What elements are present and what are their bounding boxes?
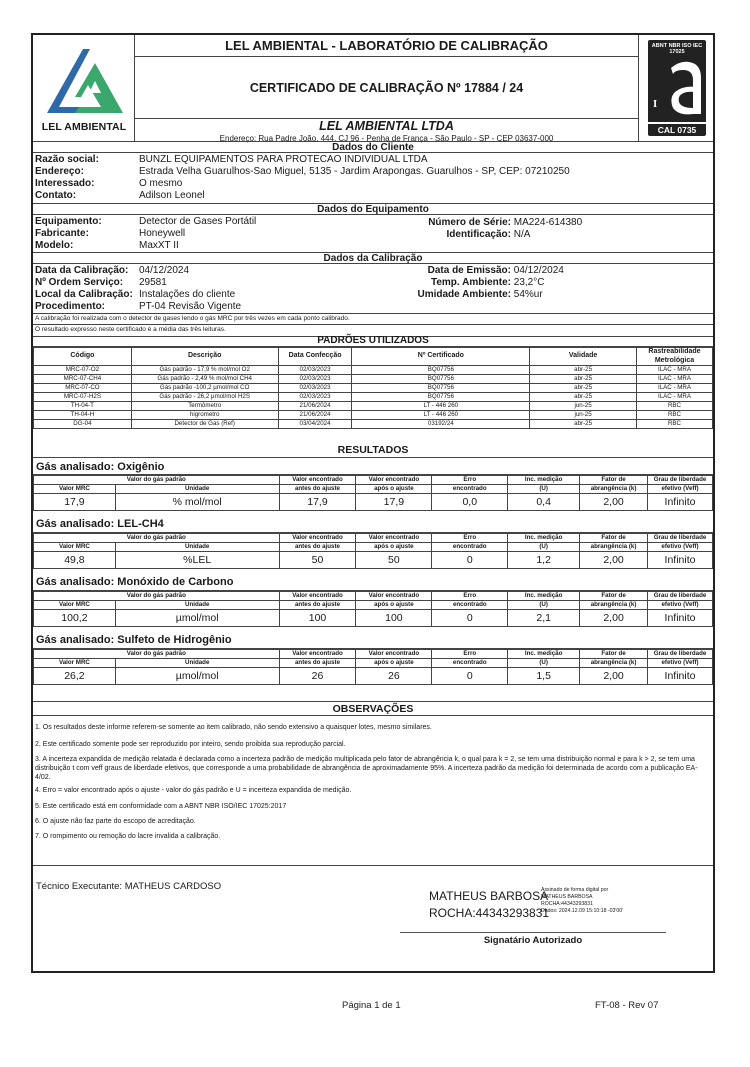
cell: ILAC - MRA [637, 393, 713, 402]
cell: RBC [637, 402, 713, 411]
uncertainty-value: 2,1 [508, 610, 580, 627]
standards-header-row [34, 348, 713, 366]
observation-item: 4. Erro = valor encontrado após o ajuste - valor do gás padrão e U = incerteza expandida de medição. [35, 787, 352, 794]
issue-date-value: 04/12/2024 [513, 265, 564, 276]
signature-detail: Dados: 2024.12.09 15:10:18 -03'00' [541, 908, 624, 914]
signature-detail: MATHEUS BARBOSA [541, 894, 593, 900]
accreditation-badge [648, 40, 706, 136]
header-cell: Grau de liberdade [648, 534, 713, 543]
cell: DG-04 [34, 420, 132, 429]
header-cell: após o ajuste [356, 601, 432, 610]
cell: BQ07756 [352, 384, 530, 393]
header-cell: Unidade [115, 659, 279, 668]
cell: higrometro [131, 411, 278, 420]
cell: TH-04-T [34, 402, 132, 411]
cell: TH-04-H [34, 411, 132, 420]
calibration-note: A calibração foi realizada com o detector de gases lendo o gás MRC por três vezes em cada ponto calibrado. [33, 313, 713, 325]
table-row [34, 668, 713, 685]
form-code: FT-08 - Rev 07 [595, 1000, 659, 1011]
calibration-label: Local da Calibração: [35, 289, 133, 300]
calibration-location-value: Instalações do cliente [139, 289, 236, 300]
header-cell: Grau de liberdade [648, 592, 713, 601]
mrc-value: 17,9 [34, 494, 116, 511]
uncertainty-value: 1,2 [508, 552, 580, 569]
gas-result-oxygen [33, 457, 713, 511]
cell: Detector de Gas (Ref) [131, 420, 278, 429]
results-table [33, 475, 713, 511]
calibration-label: Nº Ordem Serviço: [35, 277, 124, 288]
results-table [33, 649, 713, 685]
gas-result-lel-ch4 [33, 515, 713, 569]
signer-name: MATHEUS BARBOSA [429, 889, 549, 903]
uncertainty-value: 1,5 [508, 668, 580, 685]
table-row [34, 552, 713, 569]
header-cell: Valor MRC [34, 659, 116, 668]
serial-number-row [373, 217, 582, 228]
signature-detail: ROCHA:44343293831 [541, 901, 593, 907]
logo-text: LEL AMBIENTAL [41, 121, 127, 133]
results-section-title: RESULTADOS [337, 444, 409, 456]
cell: 02/03/2023 [278, 384, 352, 393]
observation-item: 5. Este certificado está em conformidade com a ABNT NBR ISO/IEC 17025:2017 [35, 803, 287, 810]
unit-value: µmol/mol [115, 668, 279, 685]
cell: Gás padrão - 17,9 % mol/mol O2 [131, 366, 278, 375]
k-value: 2,00 [580, 610, 648, 627]
header-cell: Valor encontrado [279, 476, 356, 485]
client-label: Contato: [35, 190, 77, 201]
client-label: Razão social: [35, 154, 99, 165]
logo-cell [33, 35, 135, 141]
client-company-value: BUNZL EQUIPAMENTOS PARA PROTECAO INDIVIDUAL LTDA [139, 154, 428, 165]
signatory-label: Signatário Autorizado [483, 935, 583, 946]
header-cell: Erro [432, 592, 508, 601]
gas-title: Gás analisado: Sulfeto de Hidrogênio [33, 631, 713, 649]
badge-standard: ABNT NBR ISO IEC 17025 [651, 43, 703, 55]
header-cell: encontrado [432, 543, 508, 552]
model-value: MaxXT II [139, 240, 179, 251]
cell: 02/03/2023 [278, 366, 352, 375]
gas-title: Gás analisado: LEL-CH4 [33, 515, 713, 533]
column-header: Descrição [131, 348, 278, 366]
identification-label: Identificação: [446, 229, 511, 240]
temperature-value: 23,2°C [513, 277, 545, 288]
signature-line [400, 932, 666, 933]
uncertainty-value: 0,4 [508, 494, 580, 511]
before-value: 100 [279, 610, 356, 627]
cell: RBC [637, 411, 713, 420]
header-cell: Inc. medição [508, 650, 580, 659]
serial-number-label: Número de Série: [428, 217, 511, 228]
issue-date-label: Data de Emissão: [427, 265, 511, 276]
header-cell: efetivo (Veff) [648, 485, 713, 494]
cell: LT - 446 260 [352, 402, 530, 411]
cell: BQ07756 [352, 366, 530, 375]
gas-result-carbon-monoxide [33, 573, 713, 627]
header-cell: Inc. medição [508, 592, 580, 601]
page-number: Página 1 de 1 [342, 1000, 401, 1011]
header-cell: Valor encontrado [356, 650, 432, 659]
header-cell: Erro [432, 534, 508, 543]
k-value: 2,00 [580, 552, 648, 569]
after-value: 50 [356, 552, 432, 569]
header-cell: efetivo (Veff) [648, 659, 713, 668]
calibration-note: O resultado expresso neste certificado é a média das três leituras. [33, 325, 713, 337]
column-header: Nº Certificado [352, 348, 530, 366]
lel-ambiental-logo-icon [43, 47, 125, 119]
header-cell: Valor do gás padrão [34, 534, 280, 543]
badge-code: CAL 0735 [648, 122, 706, 136]
header-cell: efetivo (Veff) [648, 543, 713, 552]
equipment-label: Modelo: [35, 240, 74, 251]
service-order-value: 29581 [139, 277, 167, 288]
company-address: Endereço: Rua Padre João, 444, CJ 96 - Penha de França - São Paulo - SP - CEP 03637-000 [219, 134, 554, 143]
cell: Gás padrão - 2,49 % mol/mol CH4 [131, 375, 278, 384]
before-value: 17,9 [279, 494, 356, 511]
cell: BQ07756 [352, 375, 530, 384]
cell: 02/03/2023 [278, 375, 352, 384]
header-cell: Valor MRC [34, 485, 116, 494]
header-cell: Erro [432, 650, 508, 659]
k-value: 2,00 [580, 668, 648, 685]
equipment-type-value: Detector de Gases Portátil [139, 216, 257, 227]
after-value: 100 [356, 610, 432, 627]
client-contact-value: Adilson Leonel [139, 190, 205, 201]
header-cell: abrangência (k) [580, 543, 648, 552]
observation-item: 6. O ajuste não faz parte do escopo de acreditação. [35, 818, 196, 825]
cell: Gás padrão -100,2 µmol/mol CO [131, 384, 278, 393]
column-header: Data Confecção [278, 348, 352, 366]
table-row [34, 384, 713, 393]
cell: abr-25 [530, 420, 637, 429]
table-row [34, 402, 713, 411]
before-value: 26 [279, 668, 356, 685]
table-row [34, 366, 713, 375]
mrc-value: 49,8 [34, 552, 116, 569]
cell: RBC [637, 420, 713, 429]
header-cell: Valor encontrado [279, 534, 356, 543]
lab-title: LEL AMBIENTAL - LABORATÓRIO DE CALIBRAÇÃO [135, 35, 638, 57]
certificate-page [31, 33, 715, 973]
header-cell: (U) [508, 601, 580, 610]
cell: MRC-07-CO [34, 384, 132, 393]
header-cell: após o ajuste [356, 485, 432, 494]
column-header: Validade [530, 348, 637, 366]
gas-title: Gás analisado: Oxigênio [33, 457, 713, 475]
header-cell: Valor encontrado [279, 592, 356, 601]
observation-item: 7. O rompimento ou remoção do lacre invalida a calibração. [35, 833, 221, 840]
unit-value: µmol/mol [115, 610, 279, 627]
header-cell: abrangência (k) [580, 485, 648, 494]
observation-item: 1. Os resultados deste informe referem-se somente ao item calibrado, não sendo extensivo a quaisquer lotes, mesmo similares. [35, 724, 432, 731]
manufacturer-value: Honeywell [139, 228, 186, 239]
header-cell: Inc. medição [508, 534, 580, 543]
table-row [34, 610, 713, 627]
header-cell: Valor do gás padrão [34, 476, 280, 485]
issue-date-row [373, 265, 564, 276]
error-value: 0,0 [432, 494, 508, 511]
cell: 03/04/2024 [278, 420, 352, 429]
cell: abr-25 [530, 384, 637, 393]
certificate-title: CERTIFICADO DE CALIBRAÇÃO Nº 17884 / 24 [135, 57, 638, 119]
after-value: 26 [356, 668, 432, 685]
error-value: 0 [432, 552, 508, 569]
after-value: 17,9 [356, 494, 432, 511]
humidity-label: Umidade Ambiente: [417, 289, 511, 300]
accreditation-badge-cell [638, 35, 713, 141]
identification-value: N/A [513, 229, 531, 240]
header-cell: antes do ajuste [279, 601, 356, 610]
serial-number-value: MA224-614380 [513, 217, 583, 228]
header-cell: Valor MRC [34, 543, 116, 552]
header-cell: Valor do gás padrão [34, 592, 280, 601]
header-cell: Unidade [115, 601, 279, 610]
calibration-section-title: Dados da Calibração [33, 252, 713, 264]
cell: jun-25 [530, 411, 637, 420]
header-cell: (U) [508, 659, 580, 668]
cell: MRC-07-O2 [34, 366, 132, 375]
unit-value: %LEL [115, 552, 279, 569]
header-cell: antes do ajuste [279, 543, 356, 552]
procedure-value: PT-04 Revisão Vigente [139, 301, 242, 312]
header-cell: Valor encontrado [356, 534, 432, 543]
header-cell: Valor MRC [34, 601, 116, 610]
calibration-label: Data da Calibração: [35, 265, 129, 276]
table-row [34, 375, 713, 384]
standards-section-title: PADRÕES UTILIZADOS [33, 335, 713, 347]
signer-id: ROCHA:44343293831 [429, 906, 550, 920]
cell: MRC-07-CH4 [34, 375, 132, 384]
observation-item: 3. A incerteza expandida de medição relatada é declarada como a incerteza padrão de medição multiplicada pelo fator de abrangência k, o qual para k = 2, se tem uma distribuição normal e para k > 2, se tem uma distribuição t com veff graus de liberdade efetivos, que corresponde a uma probabilidade de abrangência de aproximadamente 95%. A incerteza padrão da medição foi determinada de acordo com a publicação EA-4/02. [35, 756, 698, 781]
header-cell: encontrado [432, 601, 508, 610]
header-cell: Valor encontrado [356, 592, 432, 601]
equipment-label: Equipamento: [35, 216, 102, 227]
cell: LT - 446 260 [352, 411, 530, 420]
veff-value: Infinito [648, 552, 713, 569]
column-header: Código [34, 348, 132, 366]
header-cell: antes do ajuste [279, 659, 356, 668]
column-header: Rastreabilidade Metrológica [637, 348, 713, 366]
digital-signature [429, 888, 549, 922]
equipment-section-title: Dados do Equipamento [33, 203, 713, 215]
table-row [34, 420, 713, 429]
cell: MRC-07-H2S [34, 393, 132, 402]
cell: Gás padrão - 26,2 µmol/mol H2S [131, 393, 278, 402]
temperature-label: Temp. Ambiente: [430, 277, 511, 288]
cell: Termômetro [131, 402, 278, 411]
cell: 02/03/2023 [278, 393, 352, 402]
equipment-label: Fabricante: [35, 228, 89, 239]
header-cell: abrangência (k) [580, 601, 648, 610]
cell: abr-25 [530, 375, 637, 384]
error-value: 0 [432, 668, 508, 685]
header-cell: Fator de [580, 592, 648, 601]
client-label: Interessado: [35, 178, 95, 189]
company-name: LEL AMBIENTAL LTDA [319, 119, 454, 133]
calibration-date-value: 04/12/2024 [139, 265, 190, 276]
header-cell: após o ajuste [356, 543, 432, 552]
header-cell: Valor encontrado [279, 650, 356, 659]
header-cell: encontrado [432, 485, 508, 494]
cell: ILAC - MRA [637, 366, 713, 375]
error-value: 0 [432, 610, 508, 627]
results-table [33, 591, 713, 627]
technician: Técnico Executante: MATHEUS CARDOSO [36, 881, 222, 892]
table-row [34, 393, 713, 402]
temperature-row [373, 277, 544, 288]
header-cell: Grau de liberdade [648, 476, 713, 485]
observation-item: 2. Este certificado somente pode ser reproduzido por inteiro, sendo proibida sua reprodução parcial. [35, 741, 346, 748]
standards-table [33, 347, 713, 429]
header-cell: (U) [508, 485, 580, 494]
digital-signature-details [541, 887, 623, 915]
observations-section-title: OBSERVAÇÕES [33, 701, 713, 716]
title-cell [135, 35, 638, 141]
header-cell: após o ajuste [356, 659, 432, 668]
k-value: 2,00 [580, 494, 648, 511]
cell: BQ07756 [352, 393, 530, 402]
header-cell: antes do ajuste [279, 485, 356, 494]
certificate-header [33, 35, 713, 141]
unit-value: % mol/mol [115, 494, 279, 511]
client-section-title: Dados do Cliente [33, 141, 713, 153]
accreditation-a-icon [665, 58, 703, 116]
table-row [34, 494, 713, 511]
header-cell: Fator de [580, 650, 648, 659]
gas-title: Gás analisado: Monóxido de Carbono [33, 573, 713, 591]
divider [33, 865, 713, 866]
veff-value: Infinito [648, 668, 713, 685]
header-cell: Erro [432, 476, 508, 485]
header-cell: Fator de [580, 534, 648, 543]
veff-value: Infinito [648, 610, 713, 627]
cell: 21/06/2024 [278, 402, 352, 411]
signature-detail: Assinado de forma digital por [541, 887, 609, 893]
results-table [33, 533, 713, 569]
mrc-value: 100,2 [34, 610, 116, 627]
header-cell: Unidade [115, 543, 279, 552]
header-cell: Unidade [115, 485, 279, 494]
header-cell: Valor encontrado [356, 476, 432, 485]
cell: ILAC - MRA [637, 384, 713, 393]
header-cell: abrangência (k) [580, 659, 648, 668]
cell: abr-25 [530, 366, 637, 375]
mrc-value: 26,2 [34, 668, 116, 685]
header-cell: efetivo (Veff) [648, 601, 713, 610]
client-address-value: Estrada Velha Guarulhos-Sao Miguel, 5135 - Jardim Arapongas. Guarulhos - SP, CEP: 07210250 [139, 166, 570, 177]
cell: 03192/24 [352, 420, 530, 429]
table-row [34, 411, 713, 420]
client-label: Endereço: [35, 166, 84, 177]
veff-value: Infinito [648, 494, 713, 511]
before-value: 50 [279, 552, 356, 569]
badge-mark: I [653, 100, 658, 110]
cell: jun-25 [530, 402, 637, 411]
calibration-label: Procedimento: [35, 301, 106, 312]
header-cell: Inc. medição [508, 476, 580, 485]
gas-result-hydrogen-sulfide [33, 631, 713, 685]
header-cell: Valor do gás padrão [34, 650, 280, 659]
client-interested-value: O mesmo [139, 178, 183, 189]
identification-row [373, 229, 530, 240]
cell: ILAC - MRA [637, 375, 713, 384]
client-data [35, 154, 711, 202]
header-cell: Fator de [580, 476, 648, 485]
header-cell: (U) [508, 543, 580, 552]
cell: abr-25 [530, 393, 637, 402]
header-cell: Grau de liberdade [648, 650, 713, 659]
humidity-row [373, 289, 543, 300]
cell: 21/06/2024 [278, 411, 352, 420]
humidity-value: 54%ur [513, 289, 543, 300]
header-cell: encontrado [432, 659, 508, 668]
